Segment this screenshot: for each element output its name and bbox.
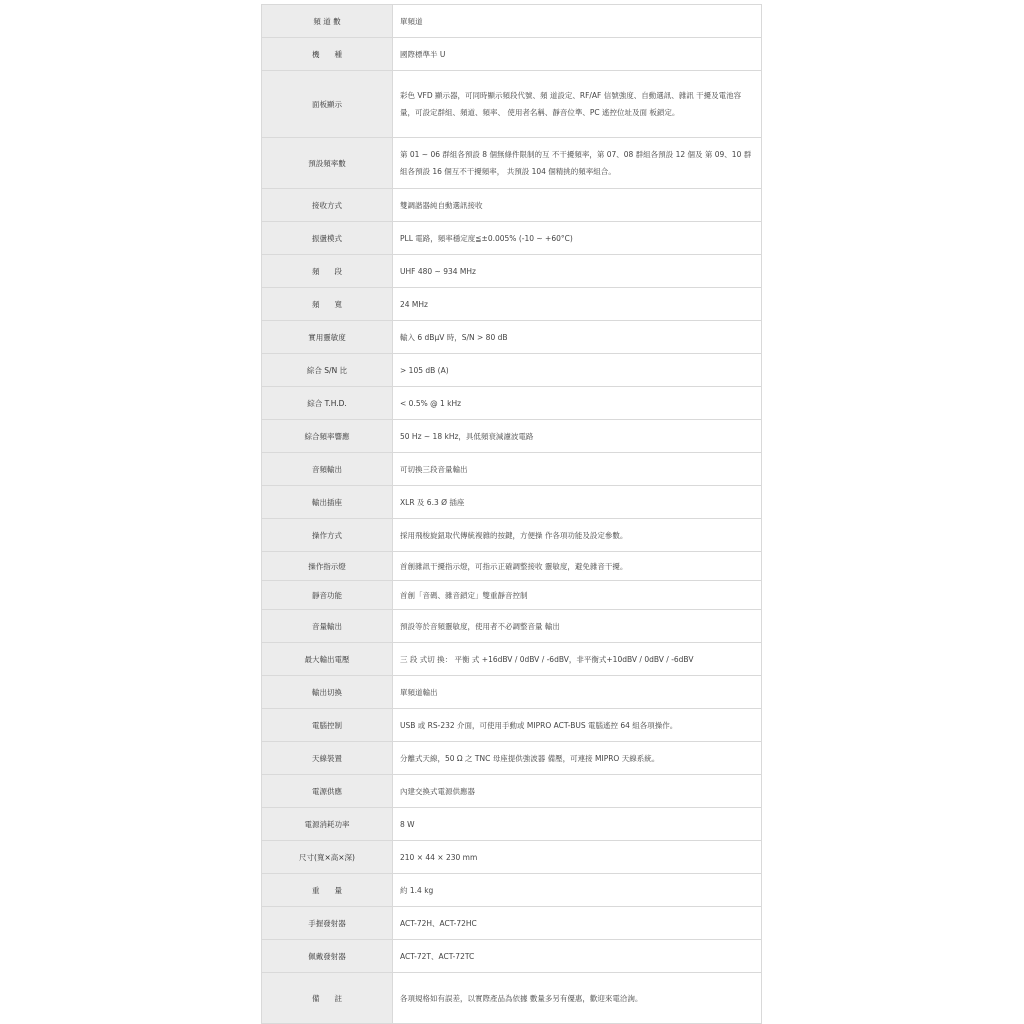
spec-row <box>262 38 762 71</box>
spec-row <box>262 973 762 1024</box>
spec-label: 最大輸出電壓 <box>262 643 393 676</box>
spec-label: 振盪模式 <box>262 222 393 255</box>
spec-value: 三 段 式切 換： 平衡 式 +16dBV / 0dBV / -6dBV，非平衡式+10dBV / 0dBV / -6dBV <box>393 643 762 676</box>
spec-label: 靜音功能 <box>262 581 393 610</box>
spec-row <box>262 742 762 775</box>
spec-label: 佩戴發射器 <box>262 940 393 973</box>
spec-row <box>262 643 762 676</box>
spec-row <box>262 808 762 841</box>
spec-label: 頻 段 <box>262 255 393 288</box>
spec-label: 頻 寬 <box>262 288 393 321</box>
spec-value: 內建交換式電源供應器 <box>393 775 762 808</box>
spec-label: 頻 道 數 <box>262 5 393 38</box>
spec-row <box>262 138 762 189</box>
spec-value: ACT-72H、ACT-72HC <box>393 907 762 940</box>
spec-label: 電源消耗功率 <box>262 808 393 841</box>
spec-label: 輸出插座 <box>262 486 393 519</box>
spec-label: 尺寸(寬×高×深) <box>262 841 393 874</box>
spec-label: 機 種 <box>262 38 393 71</box>
spec-value: 24 MHz <box>393 288 762 321</box>
spec-label: 音頻輸出 <box>262 453 393 486</box>
spec-value: 可切換三段音量輸出 <box>393 453 762 486</box>
spec-table <box>261 4 762 1024</box>
spec-value: USB 或 RS-232 介面，可使用手動或 MIPRO ACT-BUS 電腦遙控 64 組各項操作。 <box>393 709 762 742</box>
spec-value: 單頻道輸出 <box>393 676 762 709</box>
spec-row <box>262 552 762 581</box>
spec-value: 約 1.4 kg <box>393 874 762 907</box>
spec-row <box>262 387 762 420</box>
spec-value: 第 01 ~ 06 群組各預設 8 個無條件限制的互 不干擾頻率，第 07、08 群組各預設 12 個及 第 09、10 群組各預設 16 個互不干擾頻率， 共預設 104 個精挑的頻率組合。 <box>393 138 762 189</box>
spec-value: < 0.5% @ 1 kHz <box>393 387 762 420</box>
spec-row <box>262 486 762 519</box>
spec-row <box>262 222 762 255</box>
spec-label: 預設頻率數 <box>262 138 393 189</box>
spec-row <box>262 610 762 643</box>
spec-row <box>262 71 762 138</box>
spec-row <box>262 676 762 709</box>
spec-value: 首創「音碼、雜音鎖定」雙重靜音控制 <box>393 581 762 610</box>
spec-row <box>262 709 762 742</box>
spec-row <box>262 940 762 973</box>
spec-label: 音量輸出 <box>262 610 393 643</box>
spec-label: 綜合 S/N 比 <box>262 354 393 387</box>
spec-table-body <box>262 5 762 1024</box>
spec-row <box>262 189 762 222</box>
spec-label: 接收方式 <box>262 189 393 222</box>
spec-row <box>262 519 762 552</box>
spec-label: 電腦控制 <box>262 709 393 742</box>
spec-row <box>262 420 762 453</box>
spec-value: 預設等於音頻靈敏度，使用者不必調整音量 輸出 <box>393 610 762 643</box>
spec-value: 輸入 6 dBμV 時，S/N > 80 dB <box>393 321 762 354</box>
spec-value: 彩色 VFD 顯示器，可同時顯示頻段代號、頻 道設定、RF/AF 信號強度、自動選訊、雜訊 干擾及電池容量，可設定群組、頻道、頻率、 使用者名稱、靜音位準、PC 遙控位址及面 板鎖定。 <box>393 71 762 138</box>
spec-row <box>262 453 762 486</box>
spec-value: 8 W <box>393 808 762 841</box>
spec-row <box>262 841 762 874</box>
spec-row <box>262 5 762 38</box>
spec-row <box>262 354 762 387</box>
spec-value: 分離式天線，50 Ω 之 TNC 母座提供強波器 備壓，可連接 MIPRO 天線系統。 <box>393 742 762 775</box>
spec-value: 210 × 44 × 230 mm <box>393 841 762 874</box>
spec-row <box>262 288 762 321</box>
spec-label: 手握發射器 <box>262 907 393 940</box>
spec-value: 50 Hz ~ 18 kHz，具低頻衰減濾波電路 <box>393 420 762 453</box>
spec-label: 操作指示燈 <box>262 552 393 581</box>
spec-row <box>262 775 762 808</box>
spec-value: > 105 dB (A) <box>393 354 762 387</box>
spec-row <box>262 321 762 354</box>
spec-label: 重 量 <box>262 874 393 907</box>
spec-value: ACT-72T、ACT-72TC <box>393 940 762 973</box>
spec-label: 電源供應 <box>262 775 393 808</box>
spec-label: 輸出切換 <box>262 676 393 709</box>
spec-row <box>262 581 762 610</box>
spec-row <box>262 255 762 288</box>
spec-label: 天線裝置 <box>262 742 393 775</box>
spec-label: 綜合頻率響應 <box>262 420 393 453</box>
spec-label: 備 註 <box>262 973 393 1024</box>
spec-row <box>262 874 762 907</box>
spec-value: 採用飛梭旋鈕取代傳統複雜的按鍵，方便操 作各項功能及設定參數。 <box>393 519 762 552</box>
spec-value: 首創雜訊干擾指示燈，可指示正確調整接收 靈敏度，避免雜音干擾。 <box>393 552 762 581</box>
spec-label: 面板顯示 <box>262 71 393 138</box>
spec-label: 綜合 T.H.D. <box>262 387 393 420</box>
spec-value: 各項規格如有誤差，以實際產品為依據 數量多另有優惠，歡迎來電洽詢。 <box>393 973 762 1024</box>
spec-label: 實用靈敏度 <box>262 321 393 354</box>
spec-label: 操作方式 <box>262 519 393 552</box>
spec-value: PLL 電路，頻率穩定度≦±0.005% (-10 ~ +60°C) <box>393 222 762 255</box>
spec-value: XLR 及 6.3 Ø 插座 <box>393 486 762 519</box>
spec-value: UHF 480 ~ 934 MHz <box>393 255 762 288</box>
spec-value: 國際標準半 U <box>393 38 762 71</box>
spec-row <box>262 907 762 940</box>
spec-value: 單頻道 <box>393 5 762 38</box>
spec-value: 雙調諧器純自動選訊接收 <box>393 189 762 222</box>
